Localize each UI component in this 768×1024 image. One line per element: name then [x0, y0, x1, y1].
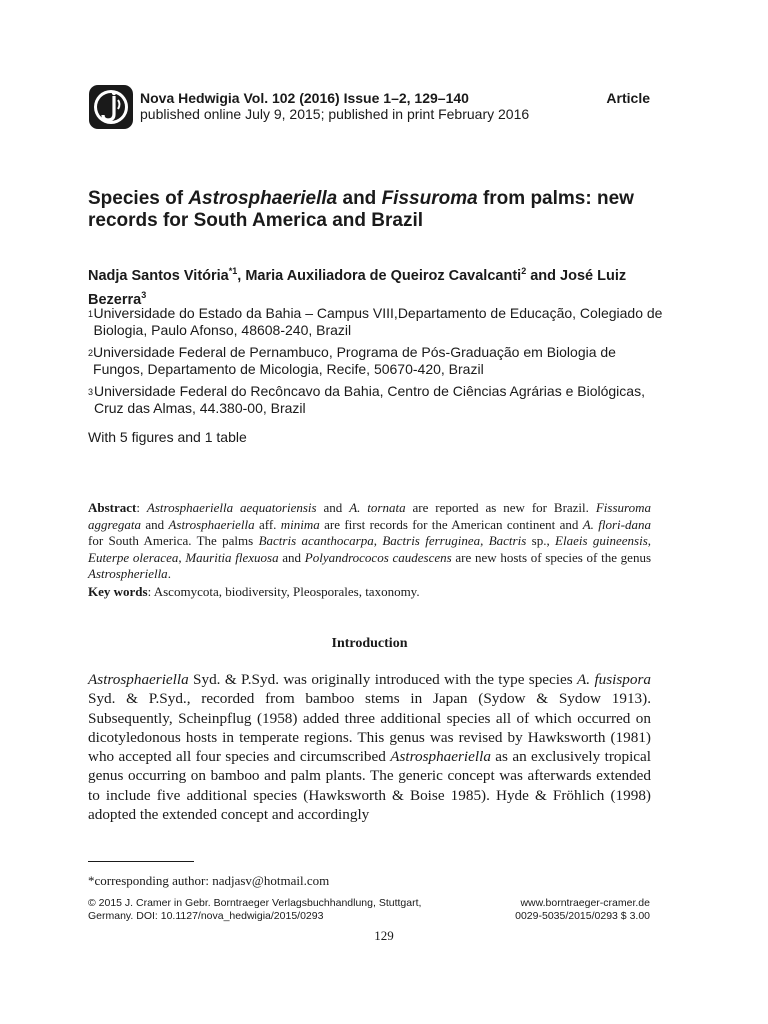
section-heading-introduction: Introduction: [331, 636, 408, 651]
affiliation-item: 2 Universidade Federal de Pernambuco, Programa de Pós-Graduação em Biologia de Fungos, Departamento de Micologia, Recife, 50670-420, Brazil: [88, 344, 616, 377]
page-number: 129: [374, 928, 394, 943]
journal-citation: Nova Hedwigia Vol. 102 (2016) Issue 1–2, 129–140: [140, 90, 469, 106]
affiliation-item: 1 Universidade do Estado da Bahia – Campus VIII,Departamento de Educação, Colegiado de Biologia, Paulo Afonso, 48608-240, Brazil: [88, 305, 663, 338]
publisher-website: www.borntraeger-cramer.de: [520, 897, 650, 909]
corresponding-author-note: *corresponding author: nadjasv@hotmail.com: [88, 873, 330, 888]
author-list: Nadja Santos Vitória$^{*1}$, Maria Auxiliadora de Queiroz Cavalcanti$^2$ and José Luiz Bezerra$^3$: [88, 266, 627, 308]
footnote-divider: [88, 861, 194, 862]
introduction-paragraph: Astrosphaeriella Syd. & P.Syd. was originally introduced with the type species A. fusispora Syd. & P.Syd., recorded from bamboo stems in Japan (Sydow & Sydow 1913). Subsequently, Scheinpflug (1958) added three additional species all of which occurred on dicotyledonous hosts in temperate regions. This genus was revised by Hawksworth (1981) who accepted all four species and circumscribed Astrosphaeriella as an exclusively tropical genus occurring on bamboo and palm plants. The generic concept was afterwards extended to include five additional species (Hawksworth & Boise 1985). Hyde & Fröhlich (1998) adopted the extended concept and accordingly: [88, 671, 651, 824]
publisher-info: [515, 897, 650, 923]
affiliation-item: 3 Universidade Federal do Recôncavo da Bahia, Centro de Ciências Agrárias e Biológicas, Cruz das Almas, 44.380-00, Brazil: [88, 383, 645, 416]
affiliation-list: [88, 305, 668, 422]
publication-dates: published online July 9, 2015; published in print February 2016: [140, 106, 530, 122]
copyright-notice: © 2015 J. Cramer in Gebr. Borntraeger Verlagsbuchhandlung, Stuttgart, Germany. DOI: 10.1127/nova_hedwigia/2015/0293: [88, 897, 422, 922]
article-type-label: Article: [606, 90, 650, 106]
journal-logo-icon: [88, 84, 134, 130]
figures-note: With 5 figures and 1 table: [88, 429, 247, 445]
issn-price: 0029-5035/2015/0293 $ 3.00: [515, 910, 650, 922]
abstract: Abstract: Astrosphaeriella aequatoriensis and A. tornata are reported as new for Brazil. Fissuroma aggregata and Astrosphaeriella aff. minima are first records for the American continent and A. flori-dana for South America. The palms Bactris acanthocarpa, Bactris ferruginea, Bactris sp., Elaeis guineensis, Euterpe oleracea, Mauritia flexuosa and Polyandrococos caudescens are new hosts of species of the genus Astrospheriella.: [88, 500, 652, 581]
keywords: Key words: Ascomycota, biodiversity, Pleosporales, taxonomy.: [88, 584, 420, 599]
paper-title: Species of Astrosphaeriella and Fissuroma from palms: new records for South America and Brazil: [88, 188, 634, 231]
